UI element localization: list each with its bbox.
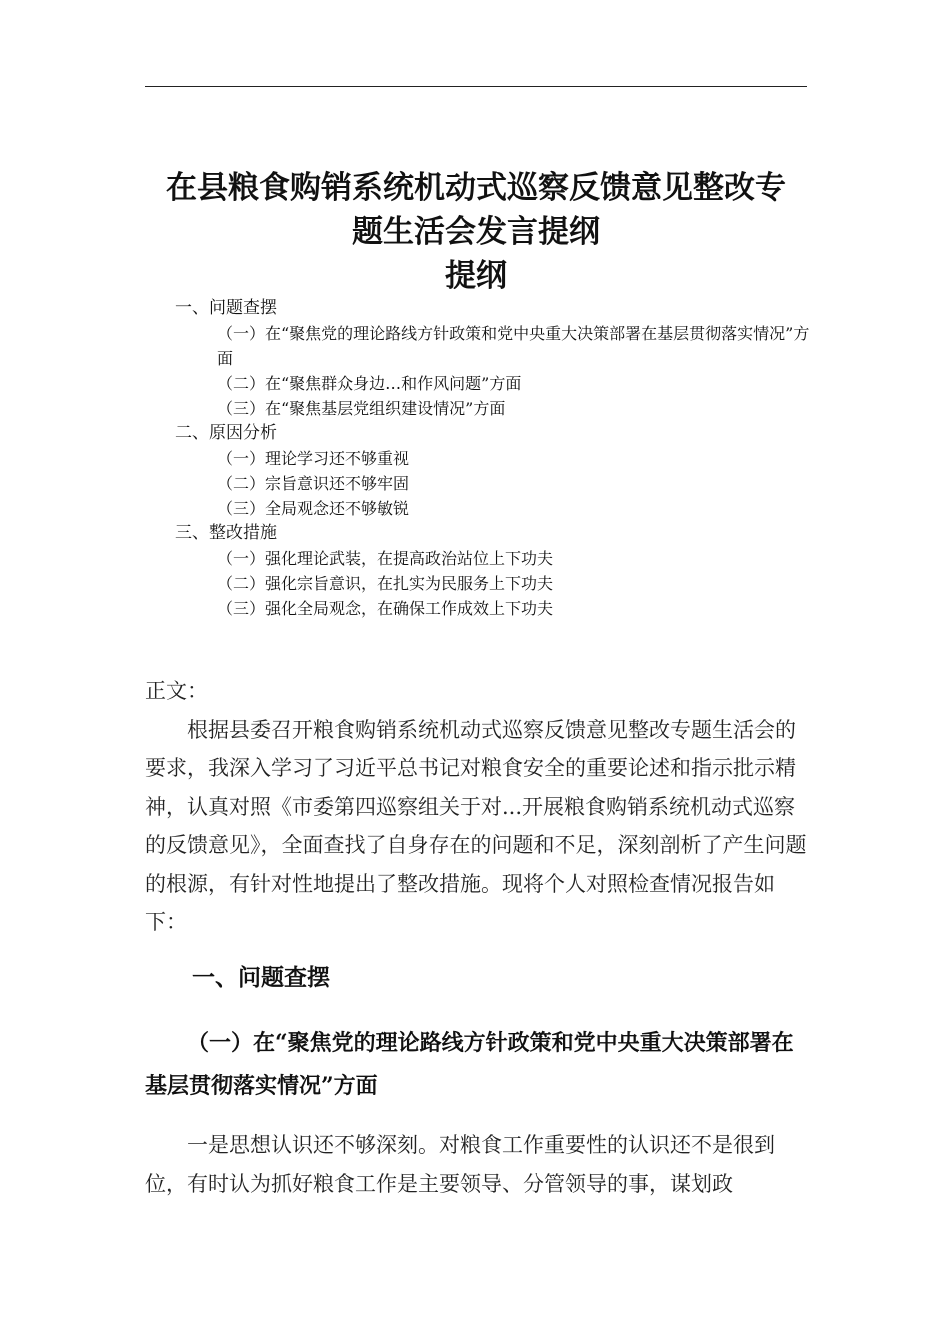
outline-heading-2: 二、原因分析 bbox=[175, 423, 277, 443]
document-title bbox=[145, 166, 807, 298]
title-line-2: 题生活会发言提纲 bbox=[352, 214, 600, 250]
outline-item: （三）强化全局观念，在确保工作成效上下功夫 bbox=[217, 599, 554, 618]
outline-item: （一）强化理论武装，在提高政治站位上下功夫 bbox=[217, 549, 554, 568]
outline-item: （二）宗旨意识还不够牢固 bbox=[217, 474, 410, 493]
outline bbox=[175, 296, 815, 621]
body-text bbox=[145, 672, 807, 942]
body-label: 正文： bbox=[145, 679, 208, 703]
title-line-3: 提纲 bbox=[445, 258, 507, 294]
subsection-heading: （一）在“聚焦党的理论路线方针政策和党中央重大决策部署在基层贯彻落实情况”方面 bbox=[145, 1030, 794, 1099]
outline-item: （一）理论学习还不够重视 bbox=[217, 449, 410, 468]
outline-item: （一）在“聚焦党的理论路线方针政策和党中央重大决策部署在基层贯彻落实情况”方面 bbox=[217, 324, 810, 368]
outline-item: （二）在“聚焦群众身边…和作风问题”方面 bbox=[217, 374, 522, 393]
outline-item: （三）全局观念还不够敏锐 bbox=[217, 499, 410, 518]
title-line-1: 在县粮食购销系统机动式巡察反馈意见整改专 bbox=[166, 170, 786, 206]
outline-item: （二）强化宗旨意识，在扎实为民服务上下功夫 bbox=[217, 574, 554, 593]
intro-paragraph: 根据县委召开粮食购销系统机动式巡察反馈意见整改专题生活会的要求，我深入学习了习近平总书记对粮食安全的重要论述和指示批示精神，认真对照《市委第四巡察组关于对...开展粮食购销系统机动式巡察的反馈意见》，全面查找了自身存在的问题和不足，深刻剖析了产生问题的根源，有针对性地提出了整改措施。现将个人对照检查情况报告如下： bbox=[145, 717, 807, 934]
outline-heading-3: 三、整改措施 bbox=[175, 523, 277, 543]
outline-item: （三）在“聚焦基层党组织建设情况”方面 bbox=[217, 399, 506, 418]
header-rule bbox=[145, 86, 807, 87]
body-paragraph: 一是思想认识还不够深刻。对粮食工作重要性的认识还不是很到位，有时认为抓好粮食工作是主要领导、分管领导的事，谋划政 bbox=[145, 1133, 775, 1196]
section-heading: 一、问题查摆 bbox=[192, 965, 330, 991]
outline-heading-1: 一、问题查摆 bbox=[175, 298, 277, 318]
